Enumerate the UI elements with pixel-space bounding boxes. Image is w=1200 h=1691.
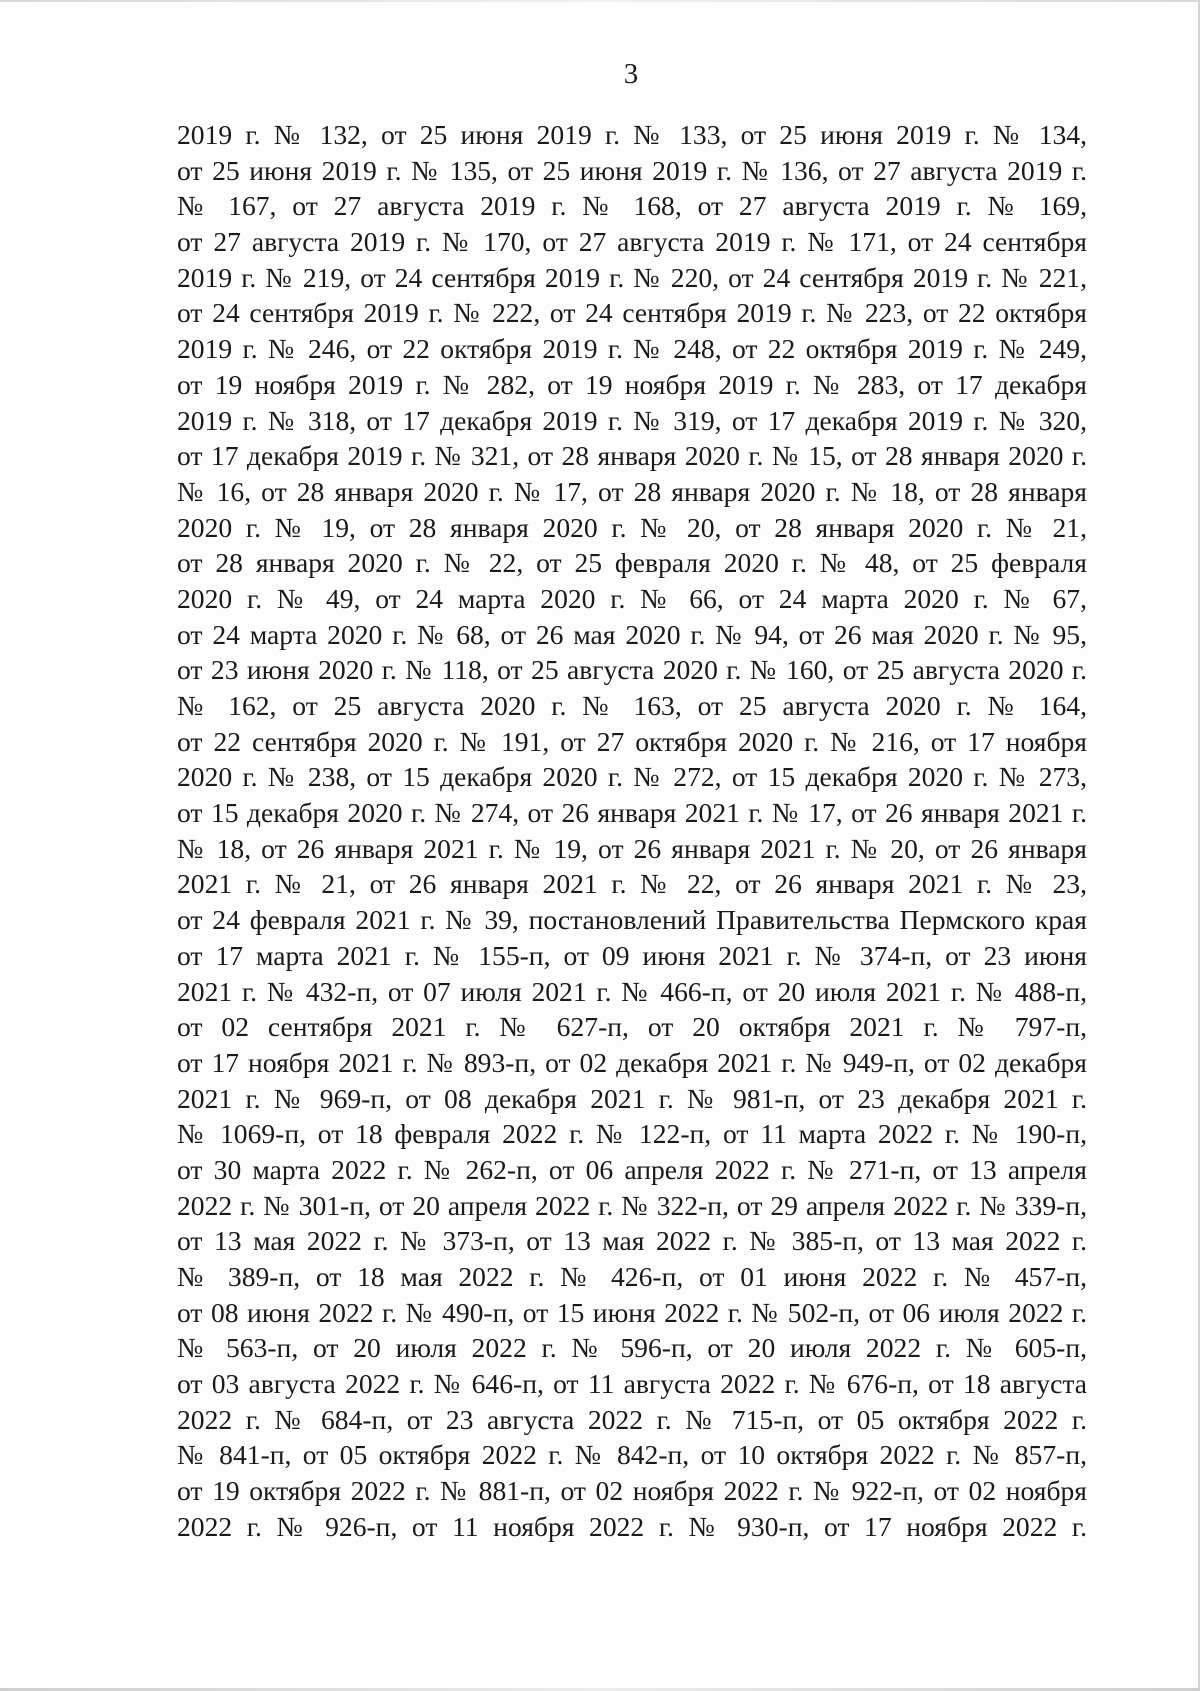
text-line: 2022 г. № 684-п, от 23 августа 2022 г. № 715-п, от 05 октября 2022 г. xyxy=(177,1403,1087,1435)
text-line: от 17 марта 2021 г. № 155-п, от 09 июня 2021 г. № 374-п, от 23 июня xyxy=(177,939,1087,971)
text-line: от 28 января 2020 г. № 22, от 25 февраля 2020 г. № 48, от 25 февраля xyxy=(177,547,1087,579)
text-line: № 841-п, от 05 октября 2022 г. № 842-п, от 10 октября 2022 г. № 857-п, xyxy=(177,1439,1087,1471)
text-line: от 19 ноября 2019 г. № 282, от 19 ноября 2019 г. № 283, от 17 декабря xyxy=(177,368,1087,400)
text-line: от 08 июня 2022 г. № 490-п, от 15 июня 2022 г. № 502-п, от 06 июля 2022 г. xyxy=(177,1296,1087,1328)
text-line: от 27 августа 2019 г. № 170, от 27 августа 2019 г. № 171, от 24 сентября xyxy=(177,226,1087,258)
text-line: 2019 г. № 219, от 24 сентября 2019 г. № 220, от 24 сентября 2019 г. № 221, xyxy=(177,261,1087,293)
text-line: № 16, от 28 января 2020 г. № 17, от 28 января 2020 г. № 18, от 28 января xyxy=(177,475,1087,507)
text-line: № 389-п, от 18 мая 2022 г. № 426-п, от 01 июня 2022 г. № 457-п, xyxy=(177,1261,1087,1292)
text-line: от 15 декабря 2020 г. № 274, от 26 января 2021 г. № 17, от 26 января 2021 г. xyxy=(177,797,1087,829)
text-line: от 30 марта 2022 г. № 262-п, от 06 апреля 2022 г. № 271-п, от 13 апреля xyxy=(177,1153,1087,1185)
text-line: от 24 февраля 2021 г. № 39, постановлений Правительства Пермского края xyxy=(177,904,1087,936)
page-number: 3 xyxy=(623,58,639,90)
text-line: 2022 г. № 301-п, от 20 апреля 2022 г. № 322-п, от 29 апреля 2022 г. № 339-п, xyxy=(177,1189,1087,1221)
scan-edge-top xyxy=(0,0,1200,2)
text-line: 2022 г. № 926-п, от 11 ноября 2022 г. № 930-п, от 17 ноября 2022 г. xyxy=(177,1510,1087,1542)
text-line: № 18, от 26 января 2021 г. № 19, от 26 января 2021 г. № 20, от 26 января xyxy=(177,832,1087,864)
text-line: от 17 декабря 2019 г. № 321, от 28 января 2020 г. № 15, от 28 января 2020 г. xyxy=(177,440,1087,472)
text-line: от 22 сентября 2020 г. № 191, от 27 октября 2020 г. № 216, от 17 ноября xyxy=(177,725,1087,757)
text-line: от 24 сентября 2019 г. № 222, от 24 сентября 2019 г. № 223, от 22 октября xyxy=(177,297,1087,329)
text-line: 2020 г. № 49, от 24 марта 2020 г. № 66, от 24 марта 2020 г. № 67, xyxy=(177,582,1087,614)
text-line: от 03 августа 2022 г. № 646-п, от 11 августа 2022 г. № 676-п, от 18 августа xyxy=(177,1368,1087,1400)
text-line: 2021 г. № 969-п, от 08 декабря 2021 г. № 981-п, от 23 декабря 2021 г. xyxy=(177,1082,1087,1114)
text-line: от 25 июня 2019 г. № 135, от 25 июня 2019 г. № 136, от 27 августа 2019 г. xyxy=(177,154,1087,186)
text-line: 2020 г. № 238, от 15 декабря 2020 г. № 272, от 15 декабря 2020 г. № 273, xyxy=(177,761,1087,793)
text-line: № 563-п, от 20 июля 2022 г. № 596-п, от 20 июля 2022 г. № 605-п, xyxy=(177,1332,1087,1364)
text-line: от 24 марта 2020 г. № 68, от 26 мая 2020 г. № 94, от 26 мая 2020 г. № 95, xyxy=(177,618,1087,650)
text-line: 2021 г. № 432-п, от 07 июля 2021 г. № 466-п, от 20 июля 2021 г. № 488-п, xyxy=(177,975,1087,1007)
text-line: 2020 г. № 19, от 28 января 2020 г. № 20, от 28 января 2020 г. № 21, xyxy=(177,511,1087,543)
text-line: № 167, от 27 августа 2019 г. № 168, от 27 августа 2019 г. № 169, xyxy=(177,190,1087,222)
text-line: № 162, от 25 августа 2020 г. № 163, от 25 августа 2020 г. № 164, xyxy=(177,690,1087,721)
text-line: 2019 г. № 246, от 22 октября 2019 г. № 248, от 22 октября 2019 г. № 249, xyxy=(177,333,1087,365)
text-line: 2021 г. № 21, от 26 января 2021 г. № 22, от 26 января 2021 г. № 23, xyxy=(177,868,1087,900)
text-line: 2019 г. № 132, от 25 июня 2019 г. № 133, от 25 июня 2019 г. № 134, xyxy=(177,119,1087,150)
text-line: № 1069-п, от 18 февраля 2022 г. № 122-п, от 11 марта 2022 г. № 190-п, xyxy=(177,1118,1087,1150)
text-line: 2019 г. № 318, от 17 декабря 2019 г. № 319, от 17 декабря 2019 г. № 320, xyxy=(177,404,1087,436)
text-line: от 19 октября 2022 г. № 881-п, от 02 ноября 2022 г. № 922-п, от 02 ноября xyxy=(177,1475,1087,1507)
text-line: от 13 мая 2022 г. № 373-п, от 13 мая 2022 г. № 385-п, от 13 мая 2022 г. xyxy=(177,1225,1087,1257)
body-text xyxy=(177,117,1087,1545)
text-line: от 02 сентября 2021 г. № 627-п, от 20 октября 2021 г. № 797-п, xyxy=(177,1011,1087,1043)
text-line: от 23 июня 2020 г. № 118, от 25 августа 2020 г. № 160, от 25 августа 2020 г. xyxy=(177,654,1087,686)
text-line: от 17 ноября 2021 г. № 893-п, от 02 декабря 2021 г. № 949-п, от 02 декабря xyxy=(177,1046,1087,1078)
